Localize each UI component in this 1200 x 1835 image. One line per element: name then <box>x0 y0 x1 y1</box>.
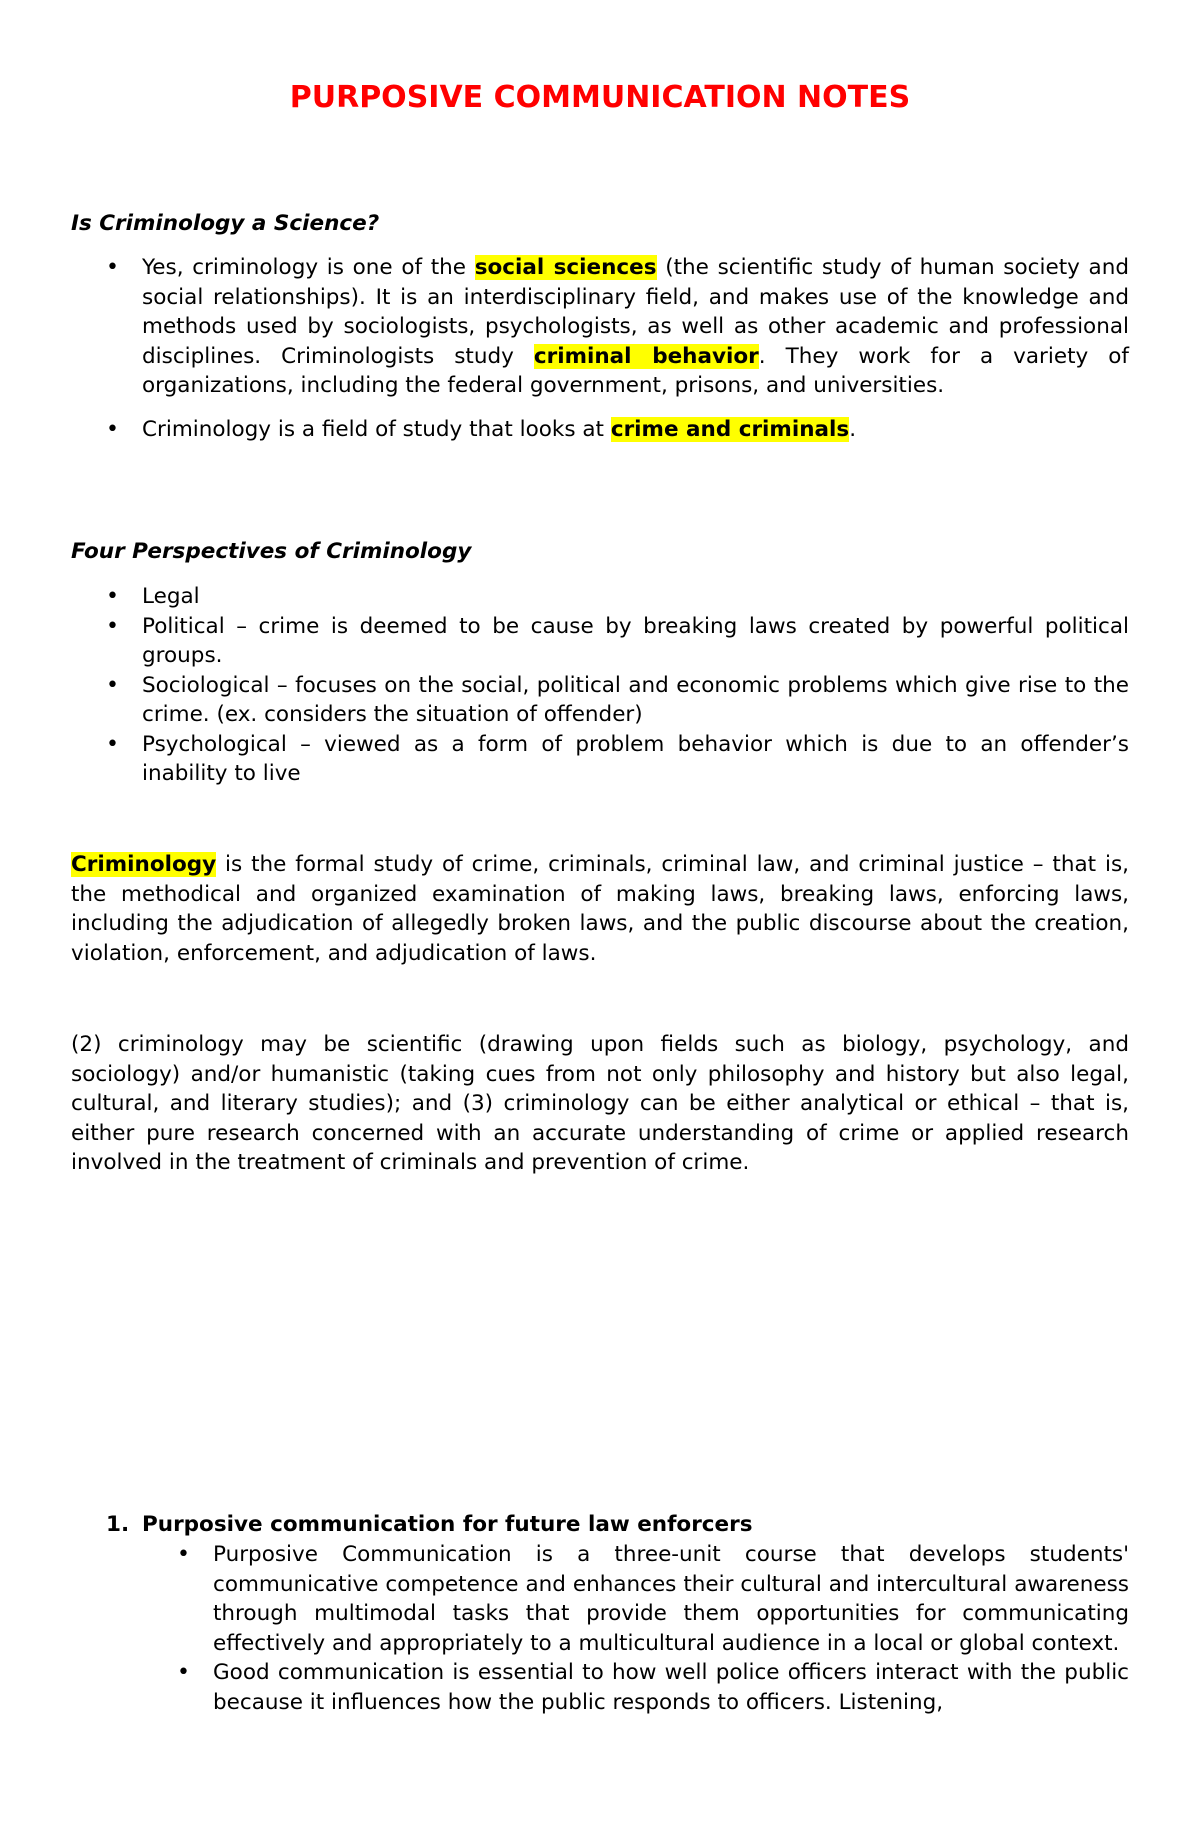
list-item: • Political – crime is deemed to be cause by breaking laws created by powerful political groups. <box>142 612 1129 671</box>
list-item: • Criminology is a field of study that looks at crime and criminals. <box>142 415 1129 445</box>
numbered-heading-purposive-communication: 1. Purposive communication for future law enforcers <box>106 1512 753 1537</box>
section-heading-four-perspectives: Four Perspectives of Criminology <box>71 539 472 564</box>
highlight-social-sciences: social sciences <box>474 255 657 280</box>
section-heading-criminology-science: Is Criminology a Science? <box>71 211 380 236</box>
list-item: • Psychological – viewed as a form of problem behavior which is due to an offender’s inability to live <box>142 730 1129 789</box>
highlight-criminology: Criminology <box>71 852 217 877</box>
list-item: • Sociological – focuses on the social, political and economic problems which give rise to the crime. (ex. considers the situation of offender) <box>142 671 1129 730</box>
perspectives-list <box>142 582 1129 789</box>
scope-paragraph: (2) criminology may be scientific (drawing upon fields such as biology, psychology, and sociology) and/or humanistic (taking cues from not only philosophy and history but also legal, cultural, and literary studies); and (3) criminology can be either analytical or ethical – that is, either pure research concerned with an accurate understanding of crime or applied research involved in the treatment of criminals and prevention of crime. <box>71 1032 1129 1175</box>
definition-paragraph: Criminology is the formal study of crime, criminals, criminal law, and criminal justice – that is, the methodical and organized examination of making laws, breaking laws, enforcing laws, including the adjudication of allegedly broken laws, and the public discourse about the creation, violation, enforcement, and adjudication of laws. <box>71 852 1129 966</box>
list-item: • Good communication is essential to how well police officers interact with the public because it influences how the public responds to officers. Listening, <box>213 1658 1129 1717</box>
page-title: PURPOSIVE COMMUNICATION NOTES <box>289 80 911 115</box>
list-item: • Yes, criminology is one of the social sciences (the scientific study of human society and social relationships). It is an interdisciplinary field, and makes use of the knowledge and methods used by sociologists, psychologists, as well as other academic and professional disciplines. Criminologists study criminal behavior. They work for a variety of organizations, including the federal government, prisons, and universities. <box>142 253 1129 401</box>
purposive-communication-list <box>213 1540 1129 1717</box>
list-item: • Purposive Communication is a three-unit course that develops students' communicative competence and enhances their cultural and intercultural awareness through multimodal tasks that provide them opportunities for communicating effectively and appropriately to a multicultural audience in a local or global context. <box>213 1540 1129 1658</box>
highlight-criminal-behavior: criminal behavior <box>533 343 759 369</box>
list-item: • Legal <box>142 582 1129 612</box>
criminology-science-list <box>142 253 1129 444</box>
highlight-crime-and-criminals: crime and criminals <box>610 416 850 442</box>
